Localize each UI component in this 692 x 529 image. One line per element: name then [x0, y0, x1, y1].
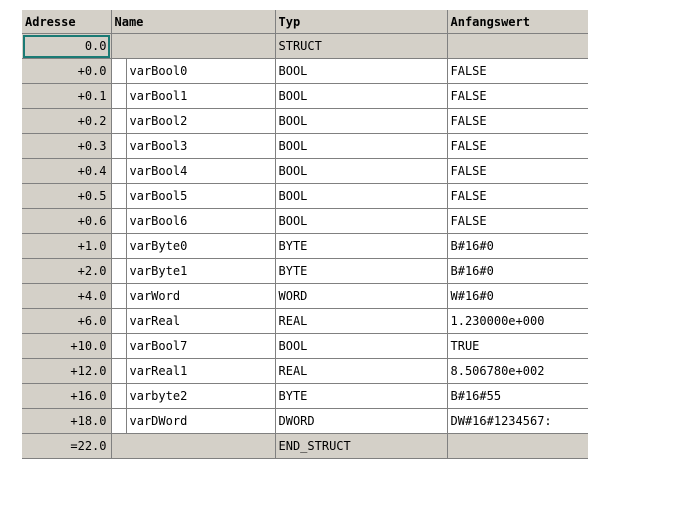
name-cell[interactable]: varbyte2 [126, 384, 275, 409]
initial-value-cell[interactable] [447, 34, 588, 59]
table-row[interactable] [22, 384, 588, 409]
table-row[interactable] [22, 334, 588, 359]
type-cell[interactable]: BYTE [275, 234, 447, 259]
table-row[interactable] [22, 109, 588, 134]
address-cell[interactable]: 0.0 [22, 34, 111, 59]
name-cell[interactable]: varBool5 [126, 184, 275, 209]
indent-cell [111, 159, 126, 184]
indent-cell [111, 284, 126, 309]
initial-value-cell[interactable]: FALSE [447, 84, 588, 109]
name-cell[interactable]: varBool0 [126, 59, 275, 84]
initial-value-cell[interactable]: B#16#0 [447, 259, 588, 284]
indent-cell [111, 134, 126, 159]
name-cell[interactable] [111, 434, 275, 459]
name-cell[interactable]: varWord [126, 284, 275, 309]
table-row[interactable] [22, 259, 588, 284]
indent-cell [111, 59, 126, 84]
table-row[interactable] [22, 409, 588, 434]
address-cell[interactable]: +0.2 [22, 109, 111, 134]
name-cell[interactable]: varReal1 [126, 359, 275, 384]
type-cell[interactable]: BOOL [275, 184, 447, 209]
name-cell[interactable]: varByte0 [126, 234, 275, 259]
initial-value-cell[interactable]: TRUE [447, 334, 588, 359]
address-cell[interactable]: +16.0 [22, 384, 111, 409]
initial-value-cell[interactable]: FALSE [447, 184, 588, 209]
type-cell[interactable]: BOOL [275, 159, 447, 184]
column-header-initial-value[interactable]: Anfangswert [447, 10, 588, 34]
name-cell[interactable]: varBool4 [126, 159, 275, 184]
type-cell[interactable]: BOOL [275, 109, 447, 134]
indent-cell [111, 184, 126, 209]
name-cell[interactable] [111, 34, 275, 59]
table-row[interactable] [22, 184, 588, 209]
type-cell[interactable]: BOOL [275, 134, 447, 159]
initial-value-cell[interactable]: B#16#0 [447, 234, 588, 259]
type-cell[interactable]: BOOL [275, 334, 447, 359]
address-cell[interactable]: +0.3 [22, 134, 111, 159]
type-cell[interactable]: DWORD [275, 409, 447, 434]
type-cell[interactable]: BOOL [275, 209, 447, 234]
table-row[interactable] [22, 359, 588, 384]
table-row[interactable] [22, 134, 588, 159]
struct-end-row[interactable] [22, 434, 588, 459]
address-cell[interactable]: +10.0 [22, 334, 111, 359]
address-cell[interactable]: +0.0 [22, 59, 111, 84]
initial-value-cell[interactable]: B#16#55 [447, 384, 588, 409]
header-row [22, 10, 588, 34]
indent-cell [111, 109, 126, 134]
address-cell[interactable]: +18.0 [22, 409, 111, 434]
name-cell[interactable]: varDWord [126, 409, 275, 434]
initial-value-cell[interactable]: DW#16#1234567: [447, 409, 588, 434]
type-cell[interactable]: BYTE [275, 384, 447, 409]
address-cell[interactable]: +0.5 [22, 184, 111, 209]
table-row[interactable] [22, 84, 588, 109]
type-cell[interactable]: BYTE [275, 259, 447, 284]
table-row[interactable] [22, 209, 588, 234]
indent-cell [111, 359, 126, 384]
initial-value-cell[interactable]: W#16#0 [447, 284, 588, 309]
type-cell[interactable]: WORD [275, 284, 447, 309]
indent-cell [111, 334, 126, 359]
name-cell[interactable]: varByte1 [126, 259, 275, 284]
initial-value-cell[interactable]: 1.230000e+000 [447, 309, 588, 334]
address-cell[interactable]: +0.6 [22, 209, 111, 234]
initial-value-cell[interactable] [447, 434, 588, 459]
struct-start-row[interactable] [22, 34, 588, 59]
name-cell[interactable]: varBool2 [126, 109, 275, 134]
type-cell[interactable]: REAL [275, 309, 447, 334]
type-cell[interactable]: BOOL [275, 59, 447, 84]
address-cell[interactable]: +2.0 [22, 259, 111, 284]
table-row[interactable] [22, 284, 588, 309]
name-cell[interactable]: varBool3 [126, 134, 275, 159]
indent-cell [111, 84, 126, 109]
address-cell[interactable]: +12.0 [22, 359, 111, 384]
initial-value-cell[interactable]: 8.506780e+002 [447, 359, 588, 384]
address-cell[interactable]: +6.0 [22, 309, 111, 334]
address-cell[interactable]: +0.1 [22, 84, 111, 109]
column-header-type[interactable]: Typ [275, 10, 447, 34]
indent-cell [111, 259, 126, 284]
indent-cell [111, 209, 126, 234]
name-cell[interactable]: varBool1 [126, 84, 275, 109]
indent-cell [111, 409, 126, 434]
address-cell[interactable]: +0.4 [22, 159, 111, 184]
declaration-table [22, 10, 588, 459]
initial-value-cell[interactable]: FALSE [447, 59, 588, 84]
indent-cell [111, 234, 126, 259]
initial-value-cell[interactable]: FALSE [447, 109, 588, 134]
table-row[interactable] [22, 309, 588, 334]
initial-value-cell[interactable]: FALSE [447, 159, 588, 184]
table-row[interactable] [22, 234, 588, 259]
type-cell[interactable]: REAL [275, 359, 447, 384]
table-row[interactable] [22, 59, 588, 84]
column-header-address[interactable]: Adresse [22, 10, 111, 34]
indent-cell [111, 384, 126, 409]
type-cell[interactable]: END_STRUCT [275, 434, 447, 459]
name-cell[interactable]: varReal [126, 309, 275, 334]
initial-value-cell[interactable]: FALSE [447, 134, 588, 159]
column-header-name[interactable]: Name [111, 10, 275, 34]
type-cell[interactable]: BOOL [275, 84, 447, 109]
table-row[interactable] [22, 159, 588, 184]
address-cell[interactable]: =22.0 [22, 434, 111, 459]
initial-value-cell[interactable]: FALSE [447, 209, 588, 234]
type-cell[interactable]: STRUCT [275, 34, 447, 59]
address-cell[interactable]: +1.0 [22, 234, 111, 259]
name-cell[interactable]: varBool7 [126, 334, 275, 359]
name-cell[interactable]: varBool6 [126, 209, 275, 234]
address-cell[interactable]: +4.0 [22, 284, 111, 309]
indent-cell [111, 309, 126, 334]
